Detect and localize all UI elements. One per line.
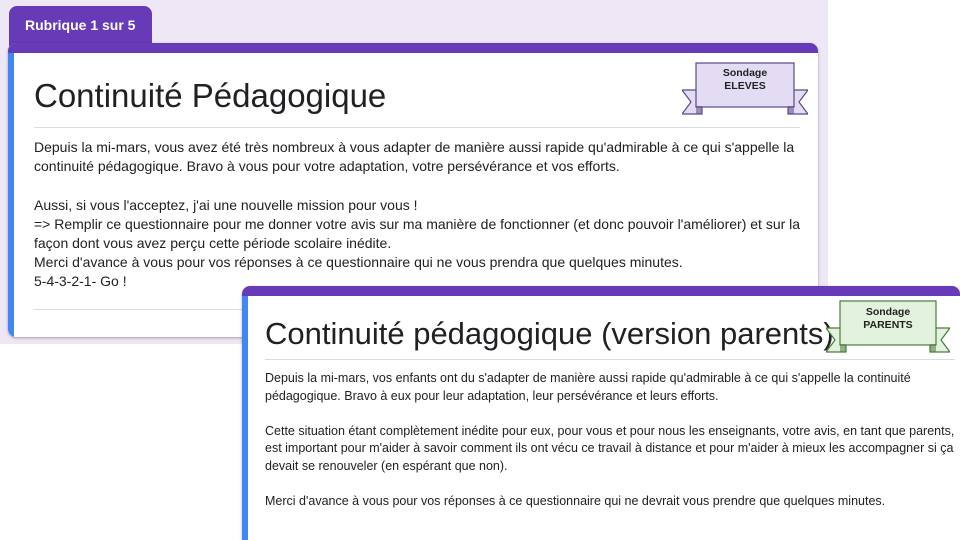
card-focus-left-bar: [242, 296, 248, 540]
description-paragraph: Merci d'avance à vous pour vos réponses à ce questionnaire qui ne devrait vous prendre que quelques minutes.: [265, 493, 886, 508]
description-paragraph: => Remplir ce questionnaire pour me donner votre avis sur ma manière de fonctionner (et donc pouvoir l'améliorer) et sur la façon dont vous avez perçu cette période scolaire inédite.: [34, 215, 801, 252]
description-paragraph: Merci d'avance à vous pour vos réponses à ce questionnaire qui ne vous prendra que quelques minutes.: [34, 254, 683, 271]
card-focus-left-bar: [8, 53, 14, 337]
ribbon-label-line2: PARENTS: [863, 319, 913, 331]
description-paragraph: Depuis la mi-mars, vos enfants ont du s'adapter de manière aussi rapide qu'admirable à ce qui s'appelle la continuité pédagogique. Bravo à eux pour leur adaptation, leur persévérance et leurs efforts.: [265, 371, 911, 403]
ribbon-left-fold: [840, 344, 846, 352]
sondage-eleves-banner: [682, 62, 808, 118]
ribbon-label: [682, 67, 808, 93]
title-divider: [34, 127, 800, 128]
section-tab: Rubrique 1 sur 5: [9, 6, 152, 46]
card-accent-top-bar: [242, 286, 960, 296]
sondage-parents-banner: [826, 300, 950, 356]
parent-form-title: Continuité pédagogique (version parents): [265, 316, 834, 351]
ribbon-label-line1: Sondage: [865, 306, 911, 318]
student-form-title: Continuité Pédagogique: [34, 77, 387, 114]
card-accent-top-bar: [8, 43, 818, 53]
ribbon-right-fold: [930, 344, 936, 352]
ribbon-right-fold: [788, 106, 794, 114]
description-paragraph: Aussi, si vous l'acceptez, j'ai une nouvelle mission pour vous !: [34, 196, 418, 213]
description-paragraph: Depuis la mi-mars, vous avez été très nombreux à vous adapter de manière aussi rapide qu'admirable à ce qui s'appelle la continuité pédagogique. Bravo à vous pour votre adaptation, votre persévérance et vos efforts.: [34, 139, 795, 175]
ribbon-label-line2: ELEVES: [724, 80, 766, 92]
ribbon-label: [826, 306, 950, 332]
ribbon-label-line1: Sondage: [722, 67, 768, 79]
ribbon-left-fold: [696, 106, 702, 114]
student-form-description: [34, 138, 804, 292]
description-paragraph: 5-4-3-2-1- Go !: [34, 273, 127, 290]
description-paragraph: Cette situation étant complètement inédite pour eux, pour vous et pour nous les enseignants, votre avis, en tant que parents, est important pour m'aider à savoir comment ils ont vécu ce travail à distance et pour m'aider à mieux les accompagner si ça devait se renouveler (en espérant que non).: [265, 423, 955, 473]
parent-form-description: [265, 370, 955, 510]
title-divider: [265, 359, 955, 360]
